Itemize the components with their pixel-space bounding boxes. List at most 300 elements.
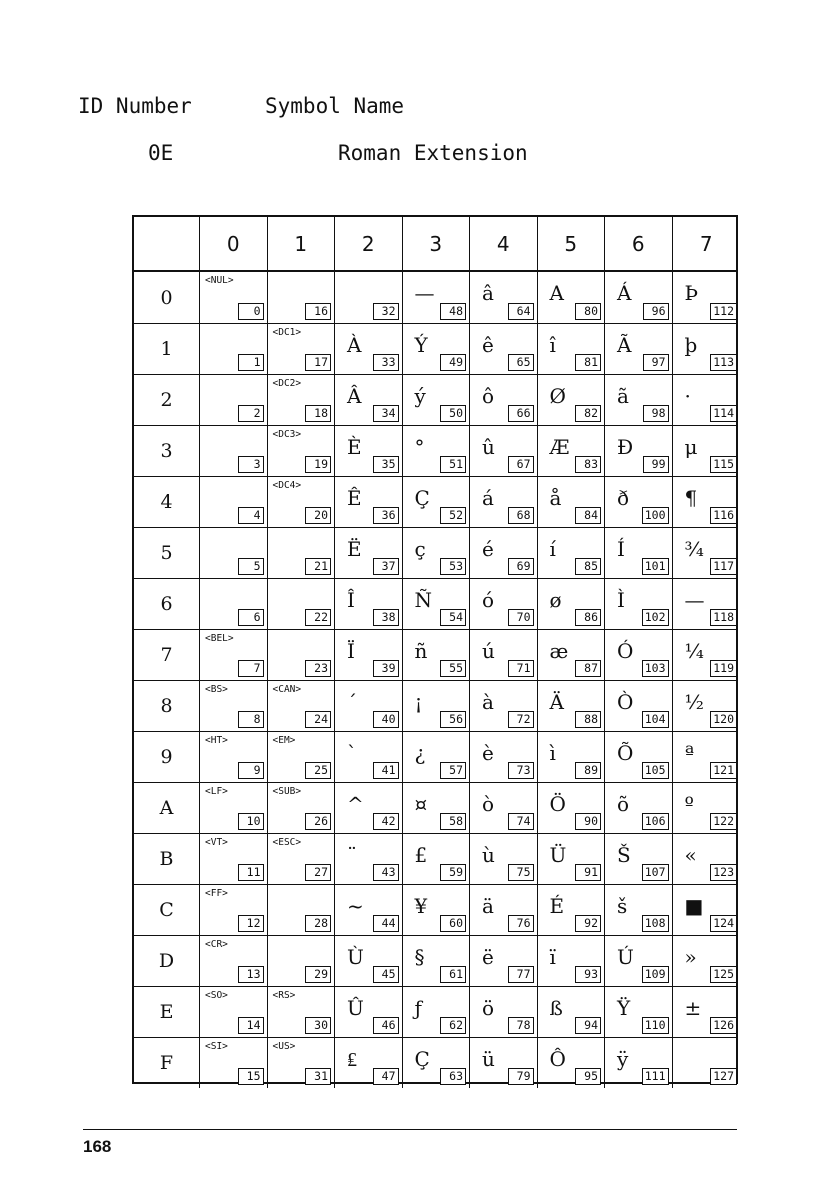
char-cell [673,426,741,476]
character-glyph: ç [414,537,426,561]
table-row [134,782,736,833]
char-cell [200,426,268,476]
char-cell [268,732,336,782]
character-glyph: Ã [617,333,632,357]
char-cell [268,936,336,986]
row-header: B [134,834,200,884]
decimal-code-box: 117 [710,558,737,575]
decimal-code-box: 75 [508,864,534,881]
character-glyph: Ä [549,690,564,714]
column-header: 2 [335,217,403,270]
decimal-code-box: 30 [305,1017,331,1034]
character-glyph: ¶ [684,486,698,510]
char-cell [673,272,741,323]
character-glyph: î [549,333,556,357]
decimal-code-box: 62 [440,1017,466,1034]
character-glyph: ò [482,792,495,816]
decimal-code-box: 78 [508,1017,534,1034]
decimal-code-box: 7 [238,660,264,677]
decimal-code-box: 76 [508,915,534,932]
char-cell [268,987,336,1037]
decimal-code-box: 37 [373,558,399,575]
decimal-code-box: 20 [305,507,331,524]
char-cell [470,987,538,1037]
decimal-code-box: 59 [440,864,466,881]
decimal-code-box: 88 [575,711,601,728]
row-header: 8 [134,681,200,731]
char-cell [673,885,741,935]
char-cell [403,272,471,323]
character-glyph: ƒ [414,996,422,1020]
char-cell [268,272,336,323]
decimal-code-box: 60 [440,915,466,932]
char-cell [335,936,403,986]
char-cell [200,783,268,833]
char-cell [268,630,336,680]
char-cell [538,375,606,425]
char-cell [200,528,268,578]
decimal-code-box: 70 [508,609,534,626]
row-header: E [134,987,200,1037]
table-row [134,476,736,527]
char-cell [673,681,741,731]
character-glyph: Õ [617,741,634,765]
character-glyph: Ö [549,792,566,816]
control-code-label: <RS> [272,990,296,1001]
character-glyph: é [482,537,494,561]
char-cell [200,885,268,935]
char-cell [470,324,538,374]
character-glyph: â [482,281,494,305]
decimal-code-box: 47 [373,1068,399,1085]
decimal-code-box: 0 [238,303,264,320]
decimal-code-box: 80 [575,303,601,320]
decimal-code-box: 9 [238,762,264,779]
decimal-code-box: 12 [238,915,264,932]
char-cell [470,426,538,476]
decimal-code-box: 28 [305,915,331,932]
character-glyph: á [482,486,494,510]
character-glyph: Ó [617,639,634,663]
character-glyph: ü [482,1047,495,1071]
char-cell [673,630,741,680]
char-cell [335,528,403,578]
character-glyph: å [549,486,562,510]
char-cell [403,324,471,374]
decimal-code-box: 85 [575,558,601,575]
char-cell [268,783,336,833]
character-glyph: Û [347,996,364,1020]
decimal-code-box: 44 [373,915,399,932]
row-header: 7 [134,630,200,680]
decimal-code-box: 102 [642,609,669,626]
char-cell [673,579,741,629]
char-cell [538,1038,606,1088]
character-glyph: Ò [617,690,634,714]
char-cell [673,783,741,833]
char-cell [470,477,538,527]
char-cell [200,834,268,884]
decimal-code-box: 10 [238,813,264,830]
decimal-code-box: 13 [238,966,264,983]
character-glyph: Ð [617,435,634,459]
decimal-code-box: 114 [710,405,737,422]
decimal-code-box: 67 [508,456,534,473]
char-cell [673,477,741,527]
char-cell [335,630,403,680]
character-glyph: ` [347,741,357,765]
character-glyph: ´ [347,690,357,714]
char-cell [673,375,741,425]
decimal-code-box: 95 [575,1068,601,1085]
decimal-code-box: 11 [238,864,264,881]
control-code-label: <LF> [205,786,228,797]
decimal-code-box: 105 [642,762,669,779]
character-glyph: Ç [414,1047,430,1071]
row-header: 1 [134,324,200,374]
table-row [134,578,736,629]
character-glyph: Ì [617,588,625,612]
char-cell [335,885,403,935]
decimal-code-box: 42 [373,813,399,830]
character-glyph: ¼ [684,639,704,663]
decimal-code-box: 104 [642,711,669,728]
character-glyph: ß [549,996,563,1020]
char-cell [605,783,673,833]
decimal-code-box: 8 [238,711,264,728]
char-cell [673,936,741,986]
char-cell [403,681,471,731]
decimal-code-box: 54 [440,609,466,626]
decimal-code-box: 33 [373,354,399,371]
row-header: C [134,885,200,935]
decimal-code-box: 125 [710,966,737,983]
char-cell [538,987,606,1037]
char-cell [268,885,336,935]
control-code-label: <CAN> [272,684,302,695]
decimal-code-box: 16 [305,303,331,320]
decimal-code-box: 113 [710,354,737,371]
decimal-code-box: 52 [440,507,466,524]
char-cell [200,732,268,782]
character-glyph: ï [549,945,556,969]
char-cell [200,579,268,629]
char-cell [538,477,606,527]
character-glyph: — [684,588,705,612]
decimal-code-box: 118 [710,609,737,626]
char-cell [673,987,741,1037]
row-header: 9 [134,732,200,782]
character-glyph: Ú [617,945,634,969]
decimal-code-box: 63 [440,1068,466,1085]
char-cell [268,375,336,425]
character-glyph: μ [684,435,698,459]
character-glyph: Ï [347,639,355,663]
control-code-label: <EM> [272,735,296,746]
decimal-code-box: 4 [238,507,264,524]
decimal-code-box: 77 [508,966,534,983]
char-cell [538,426,606,476]
character-glyph: § [414,945,425,969]
decimal-code-box: 55 [440,660,466,677]
char-cell [335,272,403,323]
row-header: 0 [134,272,200,323]
character-glyph: Ø [549,384,566,408]
decimal-code-box: 116 [710,507,737,524]
char-cell [470,375,538,425]
table-row [134,884,736,935]
row-header: 3 [134,426,200,476]
decimal-code-box: 103 [642,660,669,677]
control-code-label: <VT> [205,837,228,848]
character-glyph: Ë [347,537,362,561]
char-cell [673,1038,741,1088]
char-cell [538,834,606,884]
char-cell [538,272,606,323]
character-glyph: Ê [347,486,362,510]
column-header: 3 [403,217,471,270]
table-row [134,272,736,323]
decimal-code-box: 23 [305,660,331,677]
character-glyph: ø [549,588,562,612]
character-glyph: ¿ [414,741,426,765]
character-glyph: à [482,690,494,714]
decimal-code-box: 68 [508,507,534,524]
char-cell [470,885,538,935]
column-header: 6 [605,217,673,270]
char-cell [403,528,471,578]
row-header: 6 [134,579,200,629]
decimal-code-box: 5 [238,558,264,575]
control-code-label: <HT> [205,735,228,746]
char-cell [470,528,538,578]
control-code-label: <DC1> [272,327,302,338]
character-glyph: Æ [549,435,570,459]
character-glyph: Â [347,384,362,408]
char-cell [335,477,403,527]
character-glyph: ¨ [347,843,357,867]
decimal-code-box: 3 [238,456,264,473]
char-cell [470,936,538,986]
char-cell [268,426,336,476]
decimal-code-box: 93 [575,966,601,983]
decimal-code-box: 87 [575,660,601,677]
table-row [134,986,736,1037]
char-cell [335,324,403,374]
control-code-label: <FF> [205,888,228,899]
decimal-code-box: 25 [305,762,331,779]
char-cell [268,324,336,374]
decimal-code-box: 110 [642,1017,669,1034]
decimal-code-box: 101 [642,558,669,575]
character-glyph: À [347,333,362,357]
character-glyph: É [549,894,565,918]
char-cell [470,732,538,782]
char-cell [403,936,471,986]
char-cell [605,936,673,986]
character-glyph: è [482,741,494,765]
char-cell [335,783,403,833]
char-cell [470,272,538,323]
char-cell [335,426,403,476]
row-header: 5 [134,528,200,578]
char-cell [403,630,471,680]
decimal-code-box: 112 [710,303,737,320]
char-cell [605,375,673,425]
char-cell [605,885,673,935]
decimal-code-box: 21 [305,558,331,575]
character-glyph: ó [482,588,495,612]
character-glyph: æ [549,639,569,663]
control-code-label: <SUB> [272,786,302,797]
character-glyph: ä [482,894,494,918]
character-glyph: Ô [549,1047,566,1071]
column-header: 1 [268,217,336,270]
decimal-code-box: 108 [642,915,669,932]
char-cell [538,783,606,833]
table-row [134,1037,736,1088]
char-cell [200,1038,268,1088]
decimal-code-box: 31 [305,1068,331,1085]
character-glyph: ê [482,333,494,357]
character-glyph: A [549,281,564,305]
decimal-code-box: 1 [238,354,264,371]
decimal-code-box: 29 [305,966,331,983]
control-code-label: <SI> [205,1041,228,1052]
char-cell [470,1038,538,1088]
column-header: 7 [699,231,713,256]
character-glyph: Ñ [414,588,432,612]
char-cell [403,834,471,884]
table-row [134,425,736,476]
decimal-code-box: 111 [642,1068,669,1085]
decimal-code-box: 79 [508,1068,534,1085]
char-cell [605,1038,673,1088]
char-cell [538,885,606,935]
character-glyph: û [482,435,495,459]
character-glyph: Á [617,281,632,305]
decimal-code-box: 122 [710,813,737,830]
character-glyph: ª [684,741,695,765]
decimal-code-box: 34 [373,405,399,422]
char-cell [605,681,673,731]
character-glyph: Í [617,537,625,561]
char-cell [470,834,538,884]
char-cell [200,477,268,527]
char-cell [200,272,268,323]
character-glyph: ^ [347,792,364,816]
char-cell [335,681,403,731]
decimal-code-box: 53 [440,558,466,575]
decimal-code-box: 74 [508,813,534,830]
decimal-code-box: 96 [643,303,669,320]
char-cell [673,732,741,782]
decimal-code-box: 94 [575,1017,601,1034]
id-number-label: ID Number [78,94,192,118]
character-glyph: — [414,281,435,305]
decimal-code-box: 56 [440,711,466,728]
char-cell [605,272,673,323]
decimal-code-box: 100 [642,507,669,524]
decimal-code-box: 22 [305,609,331,626]
char-cell [605,579,673,629]
decimal-code-box: 14 [238,1017,264,1034]
footer-divider [83,1129,737,1130]
decimal-code-box: 36 [373,507,399,524]
decimal-code-box: 73 [508,762,534,779]
decimal-code-box: 6 [238,609,264,626]
char-cell [335,834,403,884]
char-cell [538,936,606,986]
control-code-label: <DC2> [272,378,302,389]
table-row [134,680,736,731]
decimal-code-box: 81 [575,354,601,371]
character-glyph: ¤ [414,792,428,816]
char-cell [538,732,606,782]
table-row [134,935,736,986]
decimal-code-box: 99 [643,456,669,473]
decimal-code-box: 90 [575,813,601,830]
control-code-label: <SO> [205,990,228,1001]
decimal-code-box: 123 [710,864,737,881]
decimal-code-box: 124 [710,915,737,932]
char-cell [403,426,471,476]
symbol-name-value: Roman Extension [338,141,528,165]
decimal-code-box: 51 [440,456,466,473]
char-cell [335,1038,403,1088]
decimal-code-box: 86 [575,609,601,626]
control-code-label: <DC3> [272,429,302,440]
char-cell [268,834,336,884]
decimal-code-box: 119 [710,660,737,677]
character-glyph: ð [617,486,630,510]
decimal-code-box: 49 [440,354,466,371]
character-glyph: º [684,792,694,816]
character-glyph: ■ [684,894,704,918]
decimal-code-box: 45 [373,966,399,983]
control-code-label: <BS> [205,684,228,695]
character-glyph: Þ [684,281,699,305]
decimal-code-box: 91 [575,864,601,881]
page-number: 168 [83,1137,112,1156]
decimal-code-box: 84 [575,507,601,524]
char-cell [200,375,268,425]
character-glyph: È [347,435,362,459]
control-code-label: <CR> [205,939,228,950]
decimal-code-box: 17 [305,354,331,371]
decimal-code-box: 82 [575,405,601,422]
char-cell [605,324,673,374]
decimal-code-box: 35 [373,456,399,473]
char-cell [470,630,538,680]
decimal-code-box: 107 [642,864,669,881]
decimal-code-box: 27 [305,864,331,881]
char-cell [268,528,336,578]
char-cell [335,987,403,1037]
character-glyph: ô [482,384,495,408]
character-glyph: õ [617,792,630,816]
decimal-code-box: 71 [508,660,534,677]
decimal-code-box: 126 [710,1017,737,1034]
char-cell [538,630,606,680]
character-table [132,215,738,1084]
char-cell [268,1038,336,1088]
table-row [134,629,736,680]
char-cell [200,630,268,680]
char-cell [335,579,403,629]
decimal-code-box: 46 [373,1017,399,1034]
decimal-code-box: 92 [575,915,601,932]
